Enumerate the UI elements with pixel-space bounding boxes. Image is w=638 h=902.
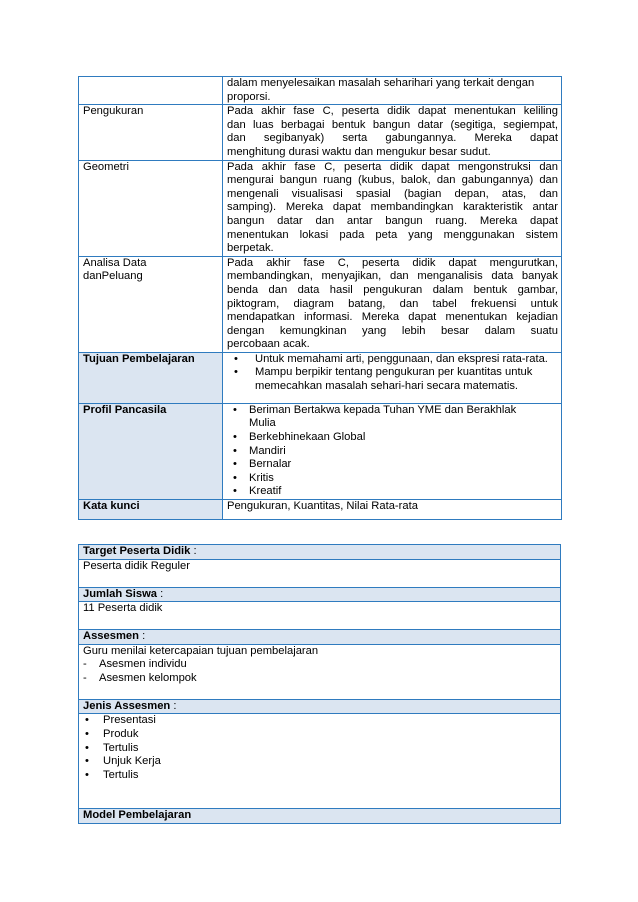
list-item-text: Untuk memahami arti, penggunaan, dan ekspresi rata-rata. bbox=[255, 352, 548, 365]
dash-icon: - bbox=[83, 658, 87, 671]
content-line: benda dan data hasil pengukuran dalam bentuk gambar, bbox=[227, 283, 558, 296]
list-item-text: Tertulis bbox=[103, 741, 139, 754]
row-label-kata-kunci: Kata kunci bbox=[79, 500, 223, 520]
profil-list bbox=[227, 404, 558, 499]
list-item-text: Kreatif bbox=[249, 485, 282, 498]
content-line: mengenali visualisasi spasial (bagian depan, atas, dan bbox=[227, 187, 558, 200]
heading-text: Assesmen bbox=[83, 630, 139, 643]
label-line: danPeluang bbox=[83, 270, 143, 283]
target-heading bbox=[79, 545, 561, 560]
list-item-text: Presentasi bbox=[103, 714, 156, 727]
list-item-text: Mulia bbox=[249, 417, 276, 430]
content-line: dan luas berbagai bentuk bangun datar (segitiga, segiempat, bbox=[227, 118, 558, 131]
bullet-icon: • bbox=[85, 714, 89, 727]
content-line: bangun datar dan antar bangun ruang. Mereka dapat bbox=[227, 214, 558, 227]
content-line: berpetak. bbox=[227, 242, 274, 255]
heading-text: Target Peserta Didik bbox=[83, 545, 191, 557]
row-label bbox=[79, 77, 223, 105]
table-row-tujuan bbox=[79, 352, 562, 403]
heading-suffix: : bbox=[190, 545, 197, 557]
bullet-icon: • bbox=[85, 768, 89, 781]
list-item-text: Beriman Bertakwa kepada Tuhan YME dan Berakhlak bbox=[249, 403, 517, 416]
value-text: Peserta didik Reguler bbox=[83, 559, 190, 572]
value-text: 11 Peserta didik bbox=[83, 602, 163, 615]
list-item bbox=[227, 404, 558, 418]
heading-text: Jumlah Siswa bbox=[83, 587, 157, 600]
list-item bbox=[83, 658, 557, 672]
bullet-icon: • bbox=[233, 444, 237, 457]
list-item bbox=[83, 672, 557, 686]
bullet-icon: • bbox=[233, 485, 237, 498]
content-line: dan segibanyak) serta gabungannya. Mereka dapat bbox=[227, 132, 558, 145]
list-item bbox=[83, 769, 557, 783]
bullet-icon: • bbox=[233, 458, 237, 471]
content-line: menentukan lokasi pada peta yang menggunakan sistem bbox=[227, 228, 558, 241]
bullet-icon: • bbox=[233, 403, 237, 416]
bullet-icon: • bbox=[233, 471, 237, 484]
row-content-profil bbox=[223, 403, 562, 499]
content-line: dalam menyelesaikan masalah seharihari yang terkait dengan bbox=[227, 77, 535, 89]
jumlah-heading bbox=[79, 587, 561, 602]
list-item bbox=[83, 755, 557, 769]
target-value bbox=[79, 559, 561, 587]
list-item-continuation bbox=[227, 417, 558, 431]
bullet-icon: • bbox=[85, 741, 89, 754]
row-label-profil: Profil Pancasila bbox=[79, 403, 223, 499]
capaian-table bbox=[78, 76, 562, 520]
heading-suffix: : bbox=[170, 699, 177, 712]
tujuan-list bbox=[227, 353, 558, 394]
heading-text: Model Pembelajaran bbox=[83, 809, 192, 822]
list-item bbox=[227, 445, 558, 459]
model-heading bbox=[79, 809, 561, 824]
assesmen-list bbox=[83, 658, 557, 685]
label-line: Analisa Data bbox=[83, 256, 147, 269]
row-content-kata-kunci: Pengukuran, Kuantitas, Nilai Rata-rata bbox=[223, 500, 562, 520]
heading-suffix: : bbox=[157, 587, 164, 600]
list-item-text: memecahkan masalah sehari-hari secara matematis. bbox=[255, 380, 519, 393]
heading-suffix: : bbox=[138, 630, 146, 643]
row-label: Pengukuran bbox=[79, 105, 223, 160]
jenis-value bbox=[79, 714, 561, 809]
bullet-icon: • bbox=[234, 352, 238, 365]
bullet-icon: • bbox=[85, 727, 89, 740]
list-item-text: Mandiri bbox=[249, 444, 286, 457]
list-item bbox=[83, 742, 557, 756]
content-line: Pada akhir fase C, peserta didik dapat mengurutkan, bbox=[227, 256, 558, 269]
list-item-text: Mampu berpikir tentang pengukuran per kuantitas untuk bbox=[255, 366, 533, 379]
list-item bbox=[83, 714, 557, 728]
info-table bbox=[78, 544, 561, 824]
list-item bbox=[83, 728, 557, 742]
content-line: proporsi. bbox=[227, 90, 271, 103]
content-line: mengurai bangun ruang (kubus, balok, dan gabungannya) dan bbox=[227, 174, 558, 187]
list-item bbox=[227, 353, 558, 367]
table-row-kata-kunci bbox=[79, 500, 562, 520]
row-content-tujuan bbox=[223, 352, 562, 403]
table-row-profil bbox=[79, 403, 562, 499]
content-line: piktogram, diagram batang, dan tabel frekuensi untuk bbox=[227, 297, 558, 310]
table-row bbox=[79, 77, 562, 105]
dash-icon: - bbox=[83, 671, 87, 684]
jenis-heading bbox=[79, 699, 561, 714]
row-content bbox=[223, 105, 562, 160]
row-label bbox=[79, 256, 223, 352]
list-item bbox=[227, 458, 558, 472]
list-item-text: Berkebhinekaan Global bbox=[249, 431, 366, 444]
list-item bbox=[227, 485, 558, 499]
list-item bbox=[227, 366, 558, 380]
table-row bbox=[79, 256, 562, 352]
content-line: Pada akhir fase C, peserta didik dapat menentukan keliling bbox=[227, 105, 558, 118]
content-line: dengan kemungkinan yang lebih besar dalam suatu bbox=[227, 324, 558, 337]
content-line: mendapatkan informasi. Mereka dapat menentukan kejadian bbox=[227, 311, 558, 324]
row-label: Geometri bbox=[79, 160, 223, 256]
list-item-text: Produk bbox=[103, 727, 139, 740]
content-line: Pada akhir fase C, peserta didik dapat mengonstruksi dan bbox=[227, 160, 558, 173]
bullet-icon: • bbox=[85, 755, 89, 768]
list-item-text: Asesmen individu bbox=[99, 658, 187, 671]
content-line: samping). Mereka dapat membandingkan karakteristik antar bbox=[227, 201, 558, 214]
list-item-text: Unjuk Kerja bbox=[103, 755, 161, 768]
table-row bbox=[79, 160, 562, 256]
assesmen-heading bbox=[79, 630, 561, 645]
row-content bbox=[223, 160, 562, 256]
heading-text: Jenis Assesmen bbox=[83, 699, 171, 712]
assesmen-intro: Guru menilai ketercapaian tujuan pembelajaran bbox=[83, 644, 319, 657]
table-row bbox=[79, 105, 562, 160]
list-item-text: Asesmen kelompok bbox=[99, 671, 197, 684]
list-item bbox=[227, 472, 558, 486]
list-item-text: Bernalar bbox=[249, 458, 292, 471]
jumlah-value bbox=[79, 602, 561, 630]
bullet-icon: • bbox=[233, 431, 237, 444]
list-item bbox=[227, 431, 558, 445]
content-line: percobaan acak. bbox=[227, 338, 310, 351]
row-content bbox=[223, 77, 562, 105]
row-label-tujuan: Tujuan Pembelajaran bbox=[79, 352, 223, 403]
list-item-text: Kritis bbox=[249, 471, 274, 484]
list-item-text: Tertulis bbox=[103, 768, 139, 781]
bullet-icon: • bbox=[234, 366, 238, 379]
assesmen-value bbox=[79, 644, 561, 699]
content-line: menghitung durasi waktu dan mengukur besar sudut. bbox=[227, 145, 491, 158]
content-line: membandingkan, menyajikan, dan menganalisis data banyak bbox=[227, 270, 558, 283]
row-content bbox=[223, 256, 562, 352]
list-item-continuation bbox=[227, 380, 558, 394]
jenis-list bbox=[83, 714, 557, 782]
